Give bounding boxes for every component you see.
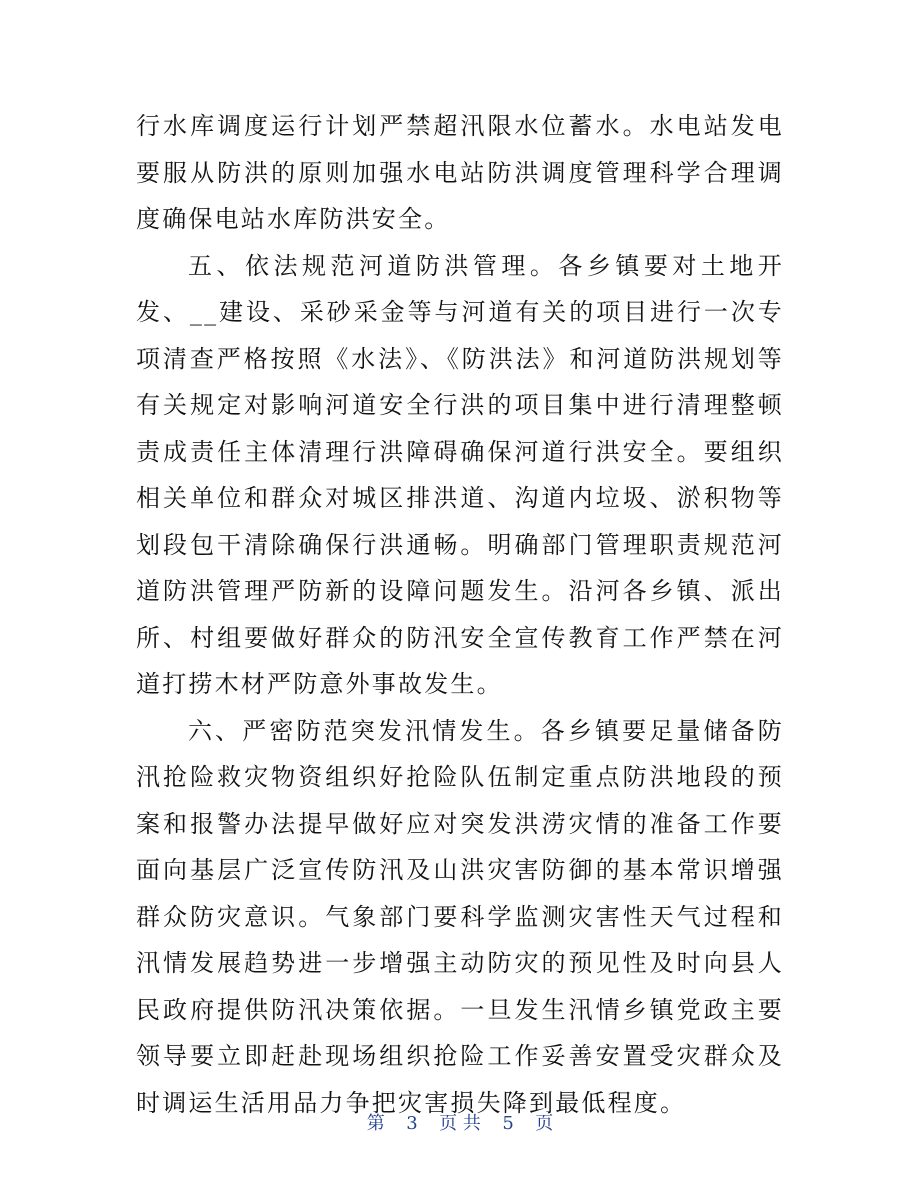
footer-middle: 页 共 <box>439 1113 481 1134</box>
footer-suffix: 页 <box>535 1113 554 1134</box>
footer-prefix: 第 <box>366 1113 385 1134</box>
paragraph-continuation: 行水库调度运行计划严禁超汛限水位蓄水。水电站发电要服从防洪的原则加强水电站防洪调度管理科学合理调度确保电站水库防洪安全。 <box>136 112 784 233</box>
document-body <box>136 103 784 1126</box>
page-footer <box>0 1110 920 1138</box>
paragraph-section-6: 六、严密防范突发汛情发生。各乡镇要足量储备防汛抢险救灾物资组织好抢险队伍制定重点防洪地段的预案和报警办法提早做好应对突发洪涝灾情的准备工作要面向基层广泛宣传防汛及山洪灾害防御的基本常识增强群众防灾意识。气象部门要科学监测灾害性天气过程和汛情发展趋势进一步增强主动防灾的预见性及时向县人民政府提供防汛决策依据。一旦发生汛情乡镇党政主要领导要立即赶赴现场组织抢险工作妥善安置受灾群众及时调运生活用品力争把灾害损失降到最低程度。 <box>136 716 784 1117</box>
footer-current-page: 3 <box>406 1113 418 1134</box>
footer-total-pages: 5 <box>502 1113 514 1134</box>
paragraph-section-5: 五、依法规范河道防洪管理。各乡镇要对土地开发、__建设、采砂采金等与河道有关的项目进行一次专项清查严格按照《水法》、《防洪法》和河道防洪规划等有关规定对影响河道安全行洪的项目集中进行清理整顿责成责任主体清理行洪障碍确保河道行洪安全。要组织相关单位和群众对城区排洪道、沟道内垃圾、淤积物等划段包干清除确保行洪通畅。明确部门管理职责规范河道防洪管理严防新的设障问题发生。沿河各乡镇、派出所、村组要做好群众的防汛安全宣传教育工作严禁在河道打捞木材严防意外事故发生。 <box>136 251 784 698</box>
